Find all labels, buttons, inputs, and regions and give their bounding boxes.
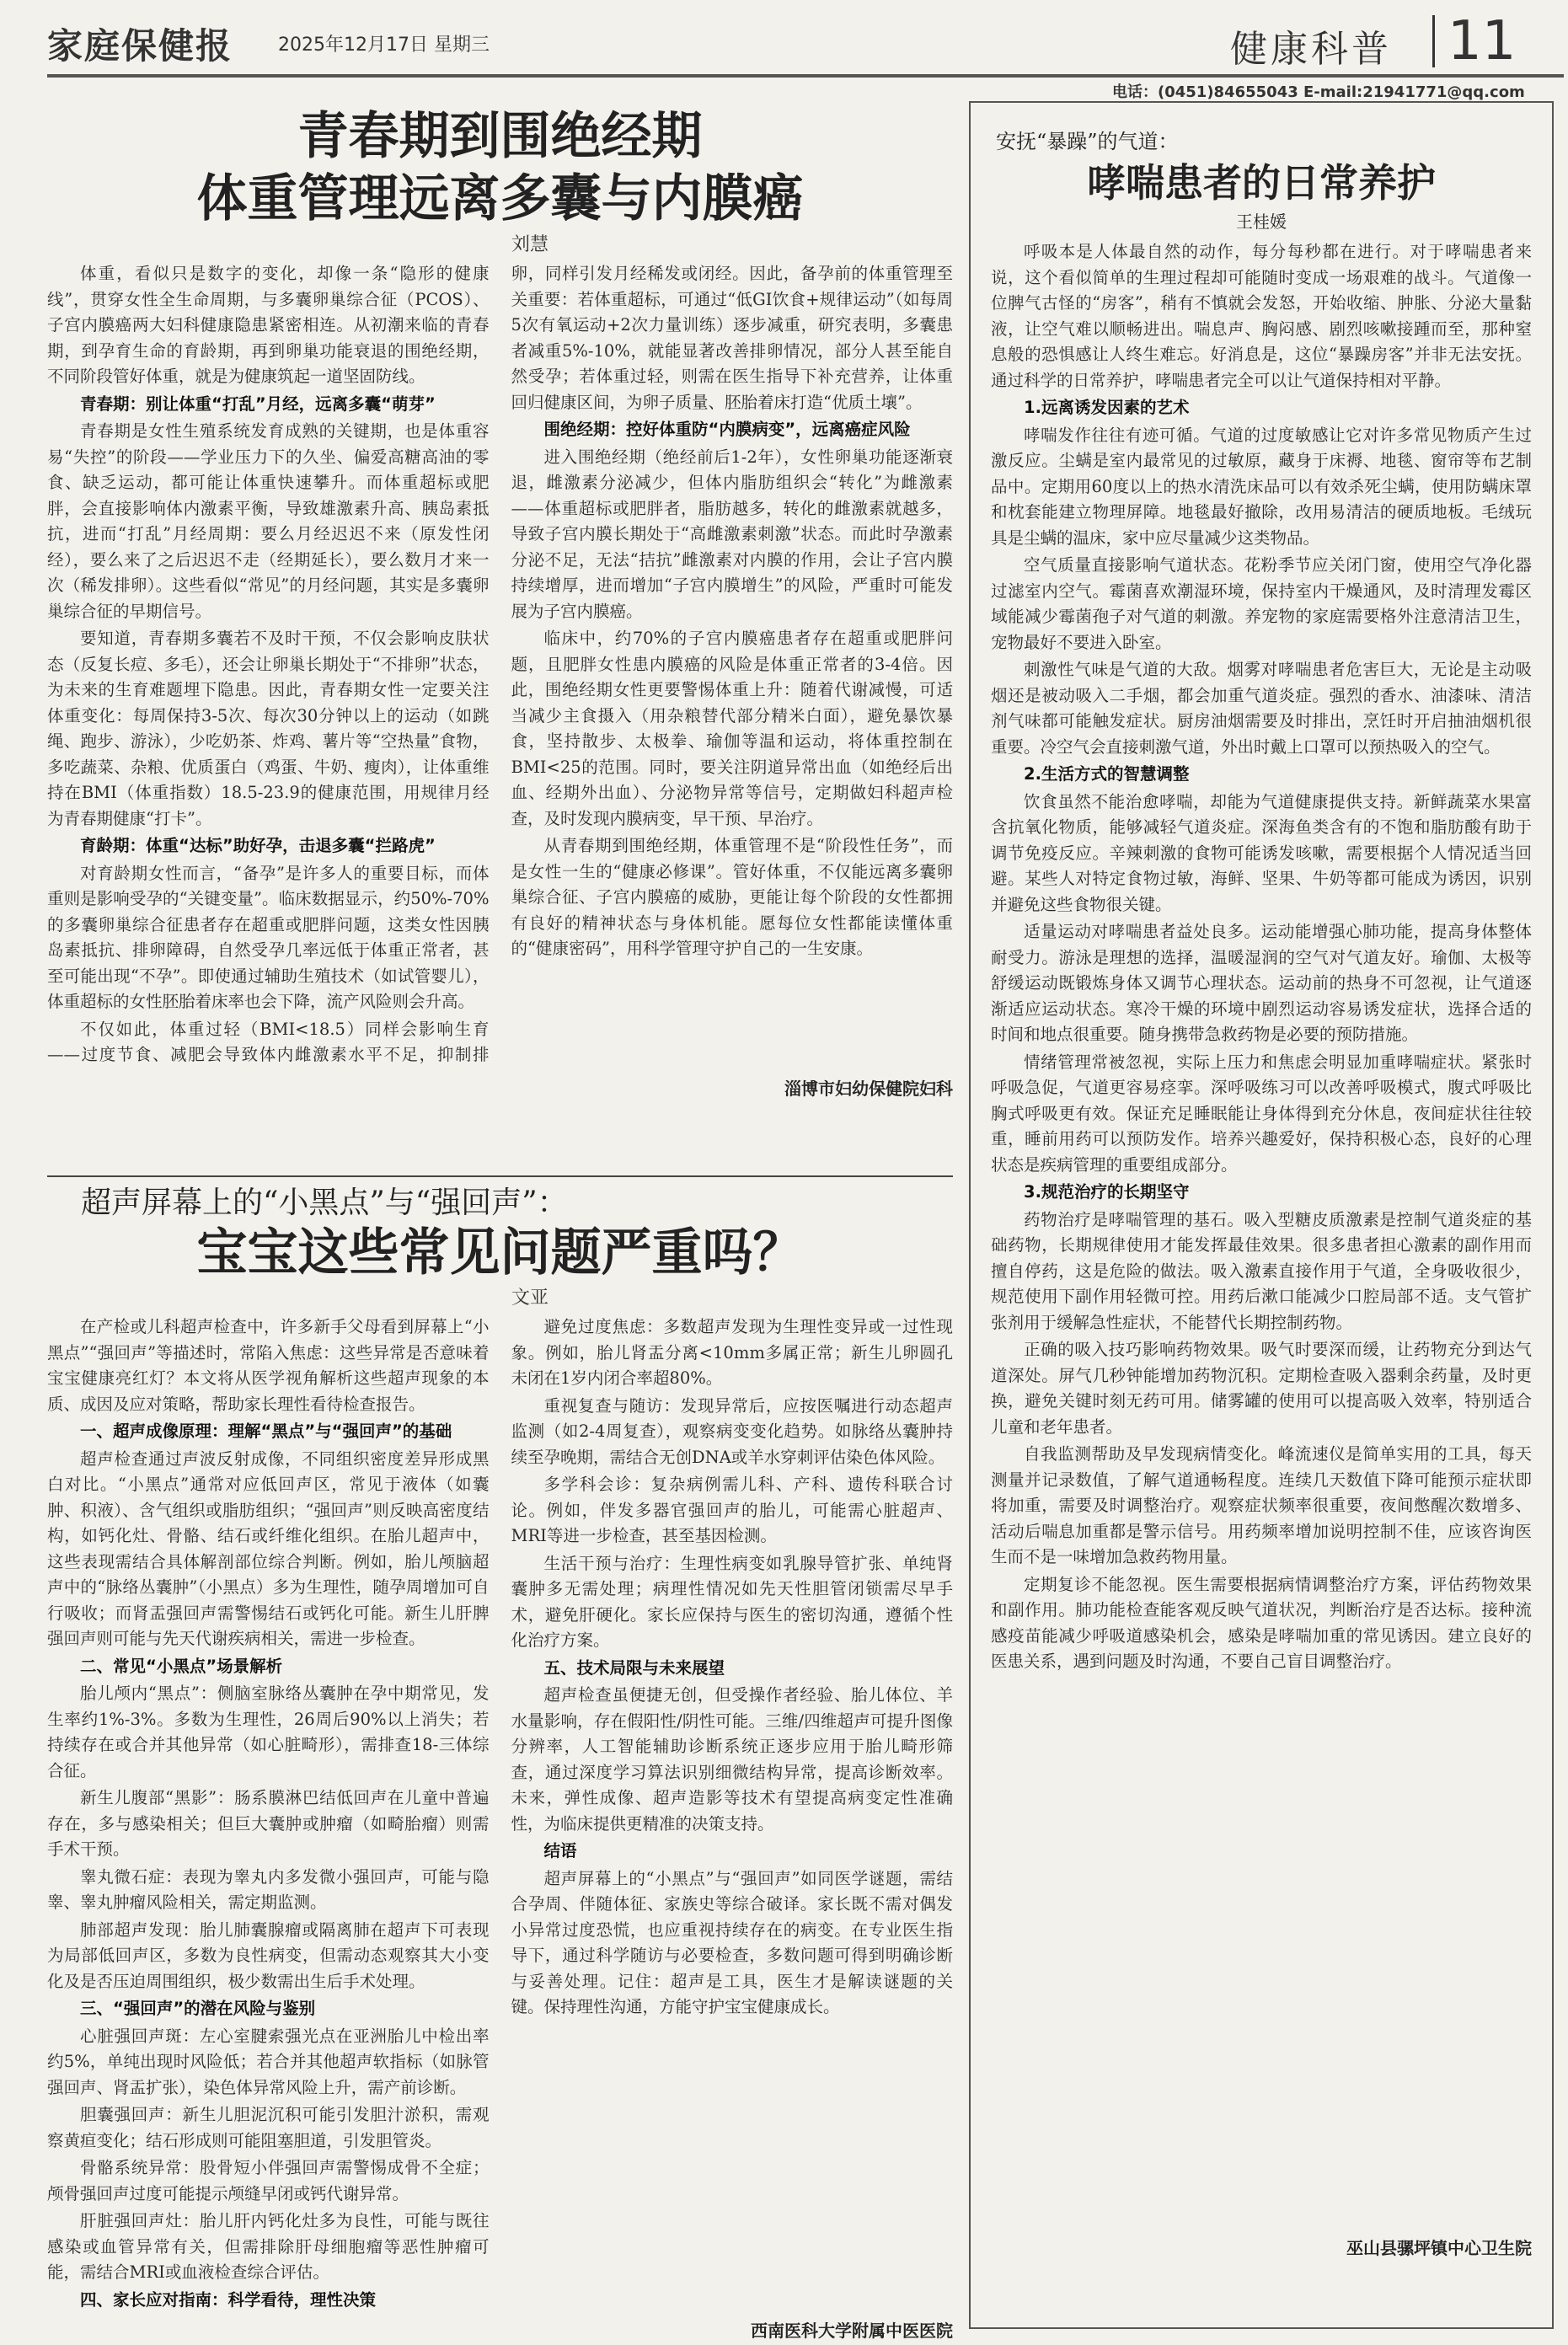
section-heading: 五、技术局限与未来展望	[543, 1657, 725, 1678]
article3-title: 哮喘患者的日常养护	[1087, 160, 1436, 206]
section-heading: 青春期：别让体重“打乱”月经，远离多囊“萌芽”	[80, 394, 436, 414]
article3-body	[971, 239, 1552, 2235]
paragraph: 临床中，约70%的子宫内膜癌患者存在超重或肥胖问题，且肥胖女性患内膜癌的风险是体重正常者的3-4倍。因此，围绝经期女性更要警惕体重上升：随着代谢减慢，可适当减少主食摄入（用杂粮替代部分精米白面），避免暴饮暴食，坚持散步、太极拳、瑜伽等温和运动，将体重控制在BMI<25的范围。同时，要关注阴道异常出血（如绝经后出血、经期外出血）、分泌物异常等信号，定期做妇科超声检查，及时发现内膜病变，早干预、早治疗。	[511, 629, 953, 828]
article3-kicker: 安抚“暴躁”的气道：	[996, 130, 1179, 153]
paragraph: 生活干预与治疗：生理性病变如乳腺导管扩张、单纯肾囊肿多无需处理；病理性情况如先天性胆管闭锁需尽早手术，避免肝硬化。家长应保持与医生的密切沟通，遵循个性化治疗方案。	[511, 1553, 953, 1650]
article1-credit: 淄博市妇幼保健院妇科	[784, 1079, 953, 1099]
masthead	[0, 0, 1568, 101]
paragraph: 青春期是女性生殖系统发育成熟的关键期，也是体重容易“失控”的阶段——学业压力下的久坐、偏爱高糖高油的零食、缺乏运动，都可能让体重快速攀升。而体重超标或肥胖，会直接影响体内激素平衡，导致雄激素升高、胰岛素抵抗，进而“打乱”月经周期：要么月经迟迟不来（原发性闭经），要么来了之后迟迟不走（经期延长），要么数月才来一次（稀发排卵）。这些看似“常见”的月经问题，其实是多囊卵巢综合征的早期信号。	[47, 421, 490, 621]
paragraph: 不仅如此，体重过轻（BMI<18.5）同样会影响生育——过度节食、减肥会导致体内雌激素水平不足，抑制排卵，同样引发月经稀发或闭经。因此，备孕前的体重管理至关重要：若体重超标，可通过“低GI饮食+规律运动”（如每周5次有氧运动+2次力量训练）逐步减重，研究表明，多囊患者减重5%-10%，就能显著改善排卵情况，部分人甚至能自然受孕；若体重过轻，则需在医生指导下补充营养，让体重回归健康区间，为卵子质量、胚胎着床打造“优质土壤”。	[47, 264, 953, 1064]
paragraph: 哮喘发作往往有迹可循。气道的过度敏感让它对许多常见物质产生过激反应。尘螨是室内最常见的过敏原，藏身于床褥、地毯、窗帘等布艺制品中。定期用60度以上的热水清洗床品可以有效杀死尘螨，使用防螨床罩和枕套能建立物理屏障。地毯最好撤除，改用易清洁的硬质地板。毛绒玩具是尘螨的温床，家中应尽量减少这类物品。	[991, 425, 1532, 548]
paragraph: 要知道，青春期多囊若不及时干预，不仅会影响皮肤状态（反复长痘、多毛），还会让卵巢长期处于“不排卵”状态，为未来的生育难题埋下隐患。因此，青春期女性一定要关注体重变化：每周保持3-5次、每次30分钟以上的运动（如跳绳、跑步、游泳），少吃奶茶、炸鸡、薯片等“空热量”食物，多吃蔬菜、杂粮、优质蛋白（鸡蛋、牛奶、瘦肉），让体重维持在BMI（体重指数）18.5-23.9的健康范围，用规律月经为青春期健康“打卡”。	[47, 629, 490, 828]
paragraph: 适量运动对哮喘患者益处良多。运动能增强心肺功能，提高身体整体耐受力。游泳是理想的选择，温暖湿润的空气对气道友好。瑜伽、太极等舒缓运动既锻炼身体又调节心理状态。运动前的热身不可忽视，让气道逐渐适应运动状态。寒冷干燥的环境中剧烈运动容易诱发症状，选择合适的时间和地点很重要。随身携带急救药物是必要的预防措施。	[991, 922, 1532, 1044]
article1-title-line2: 体重管理远离多囊与内膜癌	[196, 169, 804, 228]
issue-date: 2025年12月17日 星期三	[278, 35, 490, 56]
paragraph: 心脏强回声斑：左心室腱索强光点在亚洲胎儿中检出率约5%，单纯出现时风险低；若合并其他超声软指标（如脉管强回声、肾盂扩张），染色体异常风险上升，需产前诊断。	[47, 2026, 490, 2097]
paragraph: 从青春期到围绝经期，体重管理不是“阶段性任务”，而是女性一生的“健康必修课”。管好体重，不仅能远离多囊卵巢综合征、子宫内膜癌的威胁，更能让每个阶段的女性都拥有良好的精神状态与身体机能。愿每位女性都能读懂体重的“健康密码”，用科学管理守护自己的一生安康。	[511, 836, 953, 958]
article-weight-management	[47, 105, 953, 1159]
paragraph: 定期复诊不能忽视。医生需要根据病情调整治疗方案，评估药物效果和副作用。肺功能检查能客观反映气道状况，判断治疗是否达标。接种流感疫苗能减少呼吸道感染机会，感染是哮喘加重的常见诱因。建立良好的医患关系，遇到问题及时沟通，不要自己盲目调整治疗。	[991, 1574, 1532, 1671]
top-rule	[47, 74, 1564, 78]
paragraph: 重视复查与随访：发现异常后，应按医嘱进行动态超声监测（如2-4周复查），观察病变变化趋势。如脉络丛囊肿持续至孕晚期，需结合无创DNA或羊水穿刺评估染色体风险。	[511, 1395, 953, 1467]
section-heading: 育龄期：体重“达标”助好孕，击退多囊“拦路虎”	[80, 836, 436, 855]
paragraph: 情绪管理常被忽视，实际上压力和焦虑会明显加重哮喘症状。紧张时呼吸急促，气道更容易痉挛。深呼吸练习可以改善呼吸模式，腹式呼吸比胸式呼吸更有效。保证充足睡眠能让身体得到充分休息，夜间症状往往较重，睡前用药可以预防发作。培养兴趣爱好，保持积极心态，良好的心理状态是疾病管理的重要组成部分。	[991, 1052, 1532, 1175]
paragraph: 新生儿腹部“黑影”：肠系膜淋巴结低回声在儿童中普遍存在，多与感染相关；但巨大囊肿或肿瘤（如畸胎瘤）则需手术干预。	[47, 1788, 490, 1859]
section-heading: 一、超声成像原理：理解“黑点”与“强回声”的基础	[80, 1421, 452, 1441]
article-asthma-box	[969, 101, 1554, 2329]
article-ultrasound	[47, 1184, 953, 2341]
paragraph: 超声检查通过声波反射成像，不同组织密度差异形成黑白对比。“小黑点”通常对应低回声区，常见于液体（如囊肿、积液）、含气组织或脂肪组织；“强回声”则反映高密度结构，如钙化灶、骨骼、结石或纤维化组织。在胎儿超声中，这些表现需结合具体解剖部位综合判断。例如，胎儿颅脑超声中的“脉络丛囊肿”（小黑点）多为生理性，随孕周增加可自行吸收；而肾盂强回声需警惕结石或钙化可能。新生儿肝脾强回声则可能与先天代谢疾病相关，需进一步检查。	[47, 1448, 490, 1648]
paragraph: 超声屏幕上的“小黑点”与“强回声”如同医学谜题，需结合孕周、伴随体征、家族史等综合破译。家长既不需对偶发小异常过度恐慌，也应重视持续存在的病变。在专业医生指导下，通过科学随访与必要检查，多数问题可得到明确诊断与妥善处理。记住：超声是工具，医生才是解读谜题的关键。保持理性沟通，方能守护宝宝健康成长。	[511, 1868, 953, 2016]
article3-author: 王桂媛	[1236, 211, 1287, 232]
paragraph: 空气质量直接影响气道状态。花粉季节应关闭门窗，使用空气净化器过滤室内空气。霉菌喜欢潮湿环境，保持室内干燥通风，及时清理发霉区域能减少霉菌孢子对气道的刺激。养宠物的家庭需要格外注意清洁卫生，宠物最好不要进入卧室。	[991, 555, 1532, 652]
section-heading: 三、“强回声”的潜在风险与鉴别	[80, 1999, 316, 2018]
article1-author: 刘慧	[511, 234, 549, 255]
article2-subtitle: 超声屏幕上的“小黑点”与“强回声”：	[81, 1186, 568, 1220]
paragraph: 肝脏强回声灶：胎儿肝内钙化灶多为良性，可能与既往感染或血管异常有关，但需排除肝母细胞瘤等恶性肿瘤可能，需结合MRI或血液检查综合评估。	[47, 2211, 490, 2282]
section-heading: 四、家长应对指南：科学看待，理性决策	[80, 2289, 377, 2310]
section-name: 健康科普	[1230, 28, 1392, 71]
paragraph: 刺激性气味是气道的大敌。烟雾对哮喘患者危害巨大，无论是主动吸烟还是被动吸入二手烟，都会加重气道炎症。强烈的香水、油漆味、清洁剂气味都可能触发症状。厨房油烟需要及时排出，烹饪时开启抽油烟机很重要。冷空气会直接刺激气道，外出时戴上口罩可以预热吸入的空气。	[991, 660, 1532, 757]
paragraph: 超声检查虽便捷无创，但受操作者经验、胎儿体位、羊水量影响，存在假阳性/阴性可能。三维/四维超声可提升图像分辨率，人工智能辅助诊断系统正逐步应用于胎儿畸形筛查，通过深度学习算法识别细微结构异常，提高诊断效率。未来，弹性成像、超声造影等技术有望提高病变定性准确性，为临床提供更精准的决策支持。	[511, 1685, 953, 1834]
paragraph: 对育龄期女性而言，“备孕”是许多人的重要目标，而体重则是影响受孕的“关键变量”。临床数据显示，约50%-70%的多囊卵巢综合征患者存在超重或肥胖问题，这类女性因胰岛素抵抗、排卵障碍，自然受孕几率远低于体重正常者，甚至可能出现“不孕”。即使通过辅助生殖技术（如试管婴儿），体重超标的女性胚胎着床率也会下降，流产风险则会升高。	[47, 863, 490, 1011]
paragraph: 避免过度焦虑：多数超声发现为生理性变异或一过性现象。例如，胎儿肾盂分离<10mm多属正常；新生儿卵圆孔未闭在1岁内闭合率超80%。	[511, 1317, 953, 1388]
section-heading: 围绝经期：控好体重防“内膜病变”，远离癌症风险	[543, 420, 911, 439]
paragraph: 胎儿颅内“黑点”：侧脑室脉络丛囊肿在孕中期常见，发生率约1%-3%。多数为生理性，26周后90%以上消失；若持续存在或合并其他异常（如心脏畸形），需排查18-三体综合征。	[47, 1684, 490, 1780]
paragraph: 体重，看似只是数字的变化，却像一条“隐形的健康线”，贯穿女性全生命周期，与多囊卵巢综合征（PCOS）、子宫内膜癌两大妇科健康隐患紧密相连。从初潮来临的青春期，到孕育生命的育龄期，再到卵巢功能衰退的围绝经期，不同阶段管好体重，就是为健康筑起一道坚固防线。	[47, 264, 490, 386]
paragraph: 呼吸本是人体最自然的动作，每分每秒都在进行。对于哮喘患者来说，这个看似简单的生理过程却可能随时变成一场艰难的战斗。气道像一位脾气古怪的“房客”，稍有不慎就会发怒，开始收缩、肿胀、分泌大量黏液，让空气难以顺畅进出。喘息声、胸闷感、剧烈咳嗽接踵而至，那种窒息般的恐惧感让人终生难忘。好消息是，这位“暴躁房客”并非无法安抚。通过科学的日常养护，哮喘患者完全可以让气道保持相对平静。	[991, 242, 1532, 390]
article-divider	[47, 1175, 953, 1177]
page-number: 11	[1448, 10, 1517, 72]
article1-title-line1: 青春期到围绝经期	[297, 107, 703, 166]
paragraph: 药物治疗是哮喘管理的基石。吸入型糖皮质激素是控制气道炎症的基础药物，长期规律使用才能发挥最佳效果。很多患者担心激素的副作用而擅自停药，这是危险的做法。吸入激素直接作用于气道，全身吸收很少，规范使用下副作用轻微可控。用药后漱口能减少口腔局部不适。支气管扩张剂用于缓解急性症状，不能替代长期控制药物。	[991, 1209, 1532, 1332]
paragraph: 正确的吸入技巧影响药物效果。吸气时要深而缓，让药物充分到达气道深处。屏气几秒钟能增加药物沉积。定期检查吸入器剩余药量，及时更换，避免关键时刻无药可用。储雾罐的使用可以提高吸入效率，特别适合儿童和老年患者。	[991, 1340, 1532, 1437]
paragraph: 在产检或儿科超声检查中，许多新手父母看到屏幕上“小黑点”“强回声”等描述时，常陷入焦虑：这些异常是否意味着宝宝健康亮红灯？本文将从医学视角解析这些超声现象的本质、成因及应对策略，帮助家长理性看待检查报告。	[47, 1317, 490, 1414]
article2-title: 宝宝这些常见问题严重吗？	[196, 1223, 804, 1282]
contact-info: 电话：(0451)84655043 E-mail:21941771@qq.com	[1112, 83, 1525, 101]
paragraph: 进入围绝经期（绝经前后1-2年），女性卵巢功能逐渐衰退，雌激素分泌减少，但体内脂肪组织会“转化”为雌激素——体重超标或肥胖者，脂肪越多，转化的雌激素就越多，导致子宫内膜长期处于“高雌激素刺激”状态。而此时孕激素分泌不足，无法“拮抗”雌激素对内膜的作用，会让子宫内膜持续增厚，进而增加“子宫内膜增生”的风险，严重时可能发展为子宫内膜癌。	[511, 447, 953, 621]
paragraph: 多学科会诊：复杂病例需儿科、产科、遗传科联合讨论。例如，伴发多器官强回声的胎儿，可能需心脏超声、MRI等进一步检查，甚至基因检测。	[511, 1475, 953, 1545]
article2-author: 文亚	[511, 1288, 549, 1309]
section-heading: 结语	[543, 1841, 577, 1860]
section-heading: 1.远离诱发因素的艺术	[1024, 398, 1190, 417]
paragraph: 肺部超声发现：胎儿肺囊腺瘤或隔离肺在超声下可表现为局部低回声区，多数为良性病变，但需动态观察其大小变化及是否压迫周围组织，极少数需出生后手术处理。	[47, 1919, 490, 1991]
article2-credit: 西南医科大学附属中医医院	[751, 2321, 953, 2341]
section-heading: 2.生活方式的智慧调整	[1024, 764, 1190, 784]
paragraph: 骨骼系统异常：股骨短小伴强回声需警惕成骨不全症；颅骨强回声过度可能提示颅缝早闭或钙代谢异常。	[47, 2158, 490, 2203]
section-heading: 3.规范治疗的长期坚守	[1024, 1182, 1190, 1202]
paragraph: 自我监测帮助及早发现病情变化。峰流速仪是简单实用的工具，每天测量并记录数值，了解气道通畅程度。连续几天数值下降可能预示症状即将加重，需要及时调整治疗。观察症状频率很重要，夜间憋醒次数增多、活动后喘息加重都是警示信号。用药频率增加说明控制不佳，应该咨询医生而不是一味增加急救药物用量。	[991, 1444, 1532, 1566]
article3-credit: 巫山县骡坪镇中心卫生院	[1346, 2238, 1532, 2258]
article2-body	[47, 1314, 953, 2314]
paragraph: 饮食虽然不能治愈哮喘，却能为气道健康提供支持。新鲜蔬菜水果富含抗氧化物质，能够减轻气道炎症。深海鱼类含有的不饱和脂肪酸有助于调节免疫反应。辛辣刺激的食物可能诱发咳嗽，需要根据个人情况适当回避。某些人对特定食物过敏，海鲜、坚果、牛奶等都可能成为诱因，识别并避免这些食物很关键。	[991, 791, 1532, 914]
article1-body	[47, 261, 953, 1070]
paragraph: 胆囊强回声：新生儿胆泥沉积可能引发胆汁淤积，需观察黄疸变化；结石形成则可能阻塞胆道，引发胆管炎。	[47, 2105, 490, 2150]
page-divider	[1432, 15, 1435, 67]
paper-name: 家庭保健报	[47, 25, 233, 67]
paragraph: 睾丸微石症：表现为睾丸内多发微小强回声，可能与隐睾、睾丸肿瘤风险相关，需定期监测。	[47, 1866, 490, 1912]
section-heading: 二、常见“小黑点”场景解析	[80, 1656, 283, 1676]
